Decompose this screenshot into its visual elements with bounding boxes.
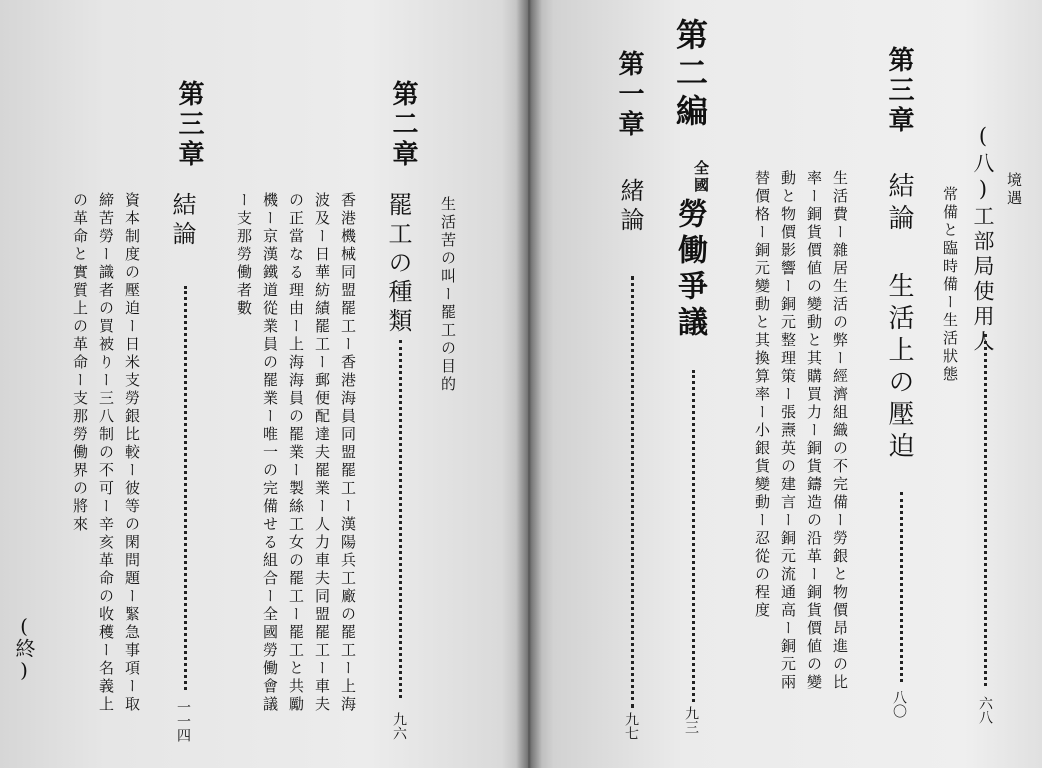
toc-description-line: 生活苦の叫ー罷工の目的 [439, 196, 457, 394]
page-number: 九六 [391, 712, 407, 740]
page-number: 八〇 [891, 690, 907, 718]
part-title-prefix: 全國 [692, 160, 710, 194]
book-gutter [516, 0, 542, 768]
part-heading: 第二編 [671, 18, 709, 132]
chapter-title: 結論 [168, 192, 196, 250]
section-title: (八)工部局使用人 [971, 124, 995, 355]
chapter-title: 緒論 [616, 178, 644, 236]
page-number: 九三 [683, 706, 699, 734]
toc-description-line: 常備と臨時備ー生活狀態 [941, 186, 959, 384]
chapter-title: 罷工の種類 [384, 192, 412, 337]
toc-description-line: ー支那勞働者數 [235, 192, 253, 318]
toc-description-line: 機ー京漢鐵道從業員の罷業ー唯一の完備せる組合ー全國勞働會議 [261, 192, 279, 714]
leader-dots [399, 340, 402, 698]
end-mark: (終) [12, 614, 36, 682]
page-number: 九七 [623, 712, 639, 740]
part-title: 勞働爭議 [672, 198, 707, 342]
toc-description-line: の革命と實質上の革命ー支那勞働界の將來 [71, 192, 89, 534]
leader-dots [184, 286, 187, 690]
toc-description-line: 香港機械同盟罷工ー香港海員同盟罷工ー漢陽兵工廠の罷工ー上海 [339, 192, 357, 714]
page-number: 一一四 [175, 700, 191, 742]
toc-description-line: 境遇 [1005, 172, 1023, 208]
toc-description-line: 替價格ー銅元變動と其換算率ー小銀貨變動ー忍從の程度 [753, 170, 771, 620]
leader-dots [692, 370, 695, 702]
toc-description-line: 生活費ー雜居生活の弊ー經濟組織の不完備ー勞銀と物價昂進の比 [831, 170, 849, 692]
chapter-heading: 第三章 [884, 46, 914, 136]
leader-dots [900, 492, 903, 682]
toc-description-line: 締苦勞ー識者の買被りー三八制の不可ー辛亥革命の收穫ー名義上 [97, 192, 115, 714]
chapter-heading: 第三章 [174, 80, 204, 170]
leader-dots [984, 334, 987, 686]
right-page [528, 0, 1042, 768]
page-number: 六八 [977, 696, 993, 724]
toc-description-line: 資本制度の壓迫ー日米支勞銀比較ー彼等の閑問題ー緊急事項ー取 [123, 192, 141, 714]
toc-description-line: の正當なる理由ー上海海員の罷業ー製絲工女の罷工ー罷工と共勵 [287, 192, 305, 714]
chapter-title: 結論 生活上の壓迫 [884, 172, 914, 464]
toc-description-line: 波及ー日華紡績罷工ー郵便配達夫罷業ー人力車夫同盟罷工ー車夫 [313, 192, 331, 714]
chapter-heading: 第二章 [388, 80, 418, 170]
toc-description-line: 動と物價影響ー銅元整理策ー張燾英の建言ー銅元流通高ー銅元兩 [779, 170, 797, 692]
leader-dots [631, 276, 634, 708]
chapter-heading: 第一章 [614, 50, 644, 140]
toc-description-line: 率ー銅貨價値の變動と其購買力ー銅貨鑄造の沿革ー銅貨價値の變 [805, 170, 823, 692]
